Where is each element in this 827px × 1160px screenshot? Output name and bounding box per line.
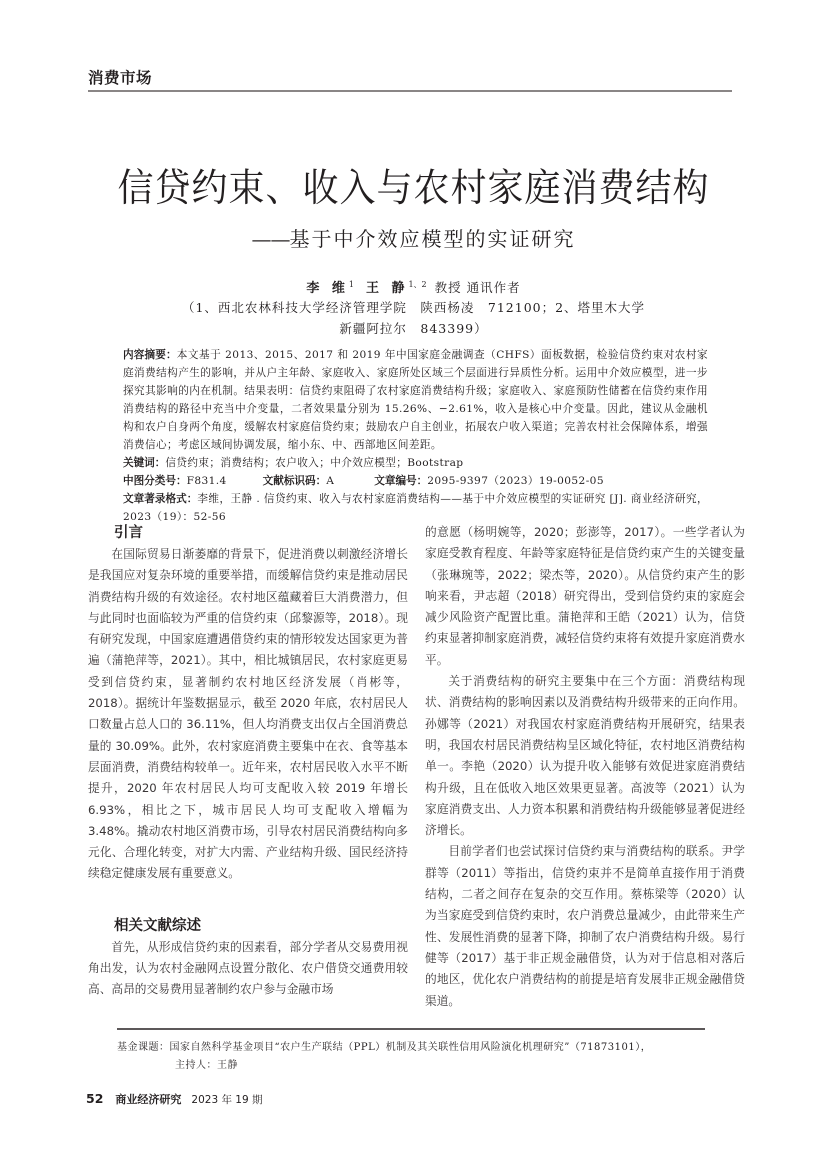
author-affiliation-mark: 1 <box>348 279 355 289</box>
subtitle-dash: —— <box>251 227 290 251</box>
affiliation-line-1: （1、西北农林科技大学经济管理学院 陕西杨凌 712100；2、塔里木大学 <box>181 300 646 315</box>
article-number-value: 2095-9397（2023）19-0052-05 <box>427 475 604 487</box>
clc-label: 中图分类号： <box>123 475 187 487</box>
section-heading-literature-review: 相关文献综述 <box>114 917 201 934</box>
abstract-label: 内容摘要： <box>123 349 177 361</box>
body-paragraph: 目前学者们也尝试探讨信贷约束与消费结构的联系。尹学群等（2011）等指出，信贷约束并不是简单直接作用于消费结构，二者之间存在复杂的交互作用。蔡栋梁等（2020）认为当家庭受到信贷约束时，农户消费总量减少，由此带来生产性、发展性消费的显著下降，抑制了农户消费结构升级。易行健等（2017）基于非正规金融借贷，认为对于信息相对落后的地区，优化农户消费结构的前提是培育发展非正规金融借贷渠道。 <box>425 844 745 1008</box>
abstract-text: 本文基于 2013、2015、2017 和 2019 年中国家庭金融调查（CHFS）面板数据，检验信贷约束对农村家庭消费结构产生的影响，并从户主年龄、家庭收入、家庭所处区域三个层面进行异质性分析。运用中介效应模型，进一步探究其影响的内在机制。结果表明：信贷约束阻碍了农村家庭消费结构升级；家庭收入、家庭预防性储蓄在信贷约束作用消费结构的路径中充当中介变量，二者效果量分别为 15.26%、−2.61%，收入是核心中介变量。因此，建议从金融机构和农户自身两个角度，缓解农村家庭信贷约束；鼓励农户自主创业，拓展农户收入渠道；完善农村社会保障体系，增强消费信心；考虑区域间协调发展，缩小东、中、西部地区间差距。 <box>123 349 709 451</box>
fund-label: 基金课题： <box>117 1042 170 1053</box>
author-line <box>0 277 827 296</box>
clc-value: F831.4 <box>186 475 227 487</box>
article-number <box>374 472 604 490</box>
author-role: 教授 通讯作者 <box>434 280 521 295</box>
article-number-label: 文章编号： <box>374 475 428 487</box>
author-affiliation-mark: 1、2 <box>408 279 427 289</box>
document-code <box>263 472 335 490</box>
page-footer <box>86 1091 263 1107</box>
author-name: 李 维 <box>306 281 349 296</box>
article-title: 信贷约束、收入与农村家庭消费结构 <box>117 166 710 211</box>
citation-label: 文章著录格式： <box>123 493 198 505</box>
journal-name: 商业经济研究 <box>115 1093 182 1106</box>
keywords-label: 关键词： <box>123 457 166 469</box>
footnote-rule <box>117 1028 705 1030</box>
subtitle-text: 基于中介效应模型的实证研究 <box>289 227 576 251</box>
body-paragraph: 首先，从形成信贷约束的因素看，部分学者从交易费用视角出发，认为农村金融网点设置分散化、农户借贷交通费用较高、高昂的交易费用显著制约农户参与金融市场 <box>88 939 408 997</box>
abstract <box>123 346 708 454</box>
fund-host: 主持人：王静 <box>175 1060 238 1071</box>
body-paragraph: 的意愿（杨明婉等，2020；彭澎等，2017）。一些学者认为家庭受教育程度、年龄等家庭特征是信贷约束产生的关键变量（张琳琬等，2022；梁杰等，2020）。从信贷约束产生的影响来看，尹志超（2018）研究得出，受到信贷约束的家庭会减少风险资产配置比重。蒲艳萍和王皓（2021）认为，信贷约束显著抑制家庭消费，减轻信贷约束将有效提升家庭消费水平。 <box>425 525 745 667</box>
header-rule <box>88 90 732 92</box>
abstract-block <box>123 346 708 526</box>
fund-footnote <box>117 1039 717 1075</box>
section-heading-introduction: 引言 <box>114 525 143 541</box>
page-number: 52 <box>86 1091 104 1106</box>
fund-text: 国家自然科学基金项目“农户生产联结（PPL）机制及其关联性信用风险演化机理研究”（71873101）， <box>169 1042 652 1053</box>
affiliation-line-2: 新疆阿拉尔 843399） <box>339 321 488 336</box>
section-tag: 消费市场 <box>88 69 153 87</box>
journal-issue: 2023 年 19 期 <box>191 1094 263 1106</box>
right-column <box>425 522 745 1012</box>
document-code-label: 文献标识码： <box>262 475 327 487</box>
keywords-text: 信贷约束；消费结构；农户收入；中介效应模型；Bootstrap <box>165 457 464 469</box>
keywords <box>123 454 708 472</box>
body-paragraph: 关于消费结构的研究主要集中在三个方面：消费结构现状、消费结构的影响因素以及消费结构升级带来的正向作用。孙娜等（2021）对我国农村家庭消费结构开展研究，结果表明，我国农村居民消费结构呈区域化特征，农村地区消费结构单一。李艳（2020）认为提升收入能够有效促进家庭消费结构升级，且在低收入地区效果更显著。高波等（2021）认为家庭消费支出、人力资本积累和消费结构升级能够显著促进经济增长。 <box>425 674 745 838</box>
citation-text: 李维，王静 . 信贷约束、收入与农村家庭消费结构——基于中介效应模型的实证研究 [J]. 商业经济研究，2023（19）：52-56 <box>123 493 709 523</box>
body-paragraph: 在国际贸易日渐萎靡的背景下，促进消费以刺激经济增长是我国应对复杂环境的重要举措，而缓解信贷约束是推动居民消费结构升级的有效途径。农村地区蕴藏着巨大消费潜力，但与此同时也面临较为严重的信贷约束（邱黎源等，2018）。现有研究发现，中国家庭遭遇借贷约束的情形较发达国家更为普遍（蒲艳萍等，2021）。其中，相比城镇居民，农村家庭更易受到信贷约束，显著制约农村地区经济发展（肖彬等，2018）。据统计年鉴数据显示，截至 2020 年底，农村居民人口数量占总人口的 36.11%，但人均消费支出仅占全国消费总量的 30.09%。此外，农村家庭消费主要集中在衣、食等基本层面消费，消费结构较单一。近年来，农村居民收入水平不断提升，2020 年农村居民人均可支配收入较 2019 年增长 6.93%，相比之下，城市居民人均可支配收入增幅为 3.48%。撬动农村地区消费市场，引导农村居民消费结构向多元化、合理化转变，对扩大内需、产业结构升级、国民经济持续稳定健康发展有重要意义。 <box>88 547 408 881</box>
left-column <box>88 522 408 1001</box>
author-name: 王 静 <box>365 281 409 296</box>
document-code-value: A <box>326 475 335 487</box>
citation-format <box>123 490 708 526</box>
fund-line <box>117 1039 717 1057</box>
clc-number <box>123 472 227 490</box>
classification-row <box>123 472 708 490</box>
article-subtitle <box>0 223 827 252</box>
